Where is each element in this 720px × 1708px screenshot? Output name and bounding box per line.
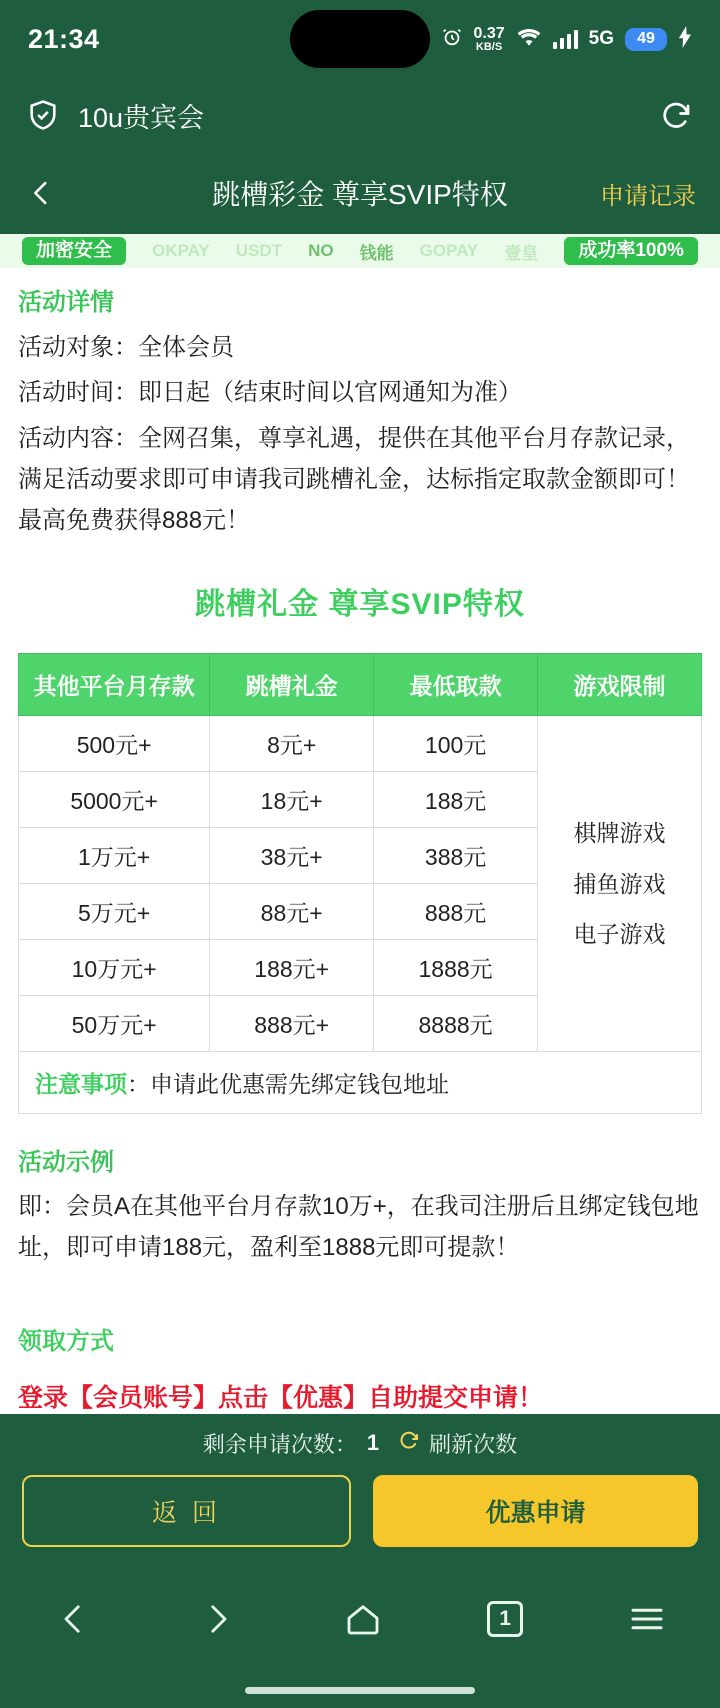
table-header-1: 跳槽礼金 xyxy=(210,654,374,716)
network-speed-value: 0.37 xyxy=(473,24,505,42)
table-header-3: 游戏限制 xyxy=(538,654,702,716)
nav-back-icon[interactable] xyxy=(52,1598,94,1640)
cell-withdraw-1: 188元 xyxy=(374,772,538,828)
example-text: 即：会员A在其他平台月存款10万+，在我司注册后且绑定钱包地址，即可申请188元，盈利至1888元即可提款！ xyxy=(18,1193,699,1262)
nav-tabs-button[interactable] xyxy=(487,1601,523,1637)
details-line-2: 活动内容：全网召集，尊享礼遇，提供在其他平台月存款记录，满足活动要求即可申请我司跳槽礼金，达标指定取款金额即可！最高免费获得888元！ xyxy=(18,424,690,535)
refresh-icon[interactable] xyxy=(658,97,694,133)
gesture-pill xyxy=(245,1687,475,1694)
cell-withdraw-2: 388元 xyxy=(374,828,538,884)
network-speed-unit: KB/S xyxy=(475,40,503,53)
cell-game-limits xyxy=(538,716,702,1052)
banner-right-pill: 成功率100% xyxy=(564,237,698,266)
reward-table xyxy=(18,653,702,1114)
promo-banner-strip xyxy=(0,234,720,268)
app-title: 10u贵宾会 xyxy=(78,102,205,133)
remaining-count: 1 xyxy=(366,1430,380,1456)
status-bar xyxy=(0,0,720,78)
cell-deposit-3: 5万元+ xyxy=(19,884,210,940)
details-line-0: 活动对象：全体会员 xyxy=(18,334,234,361)
table-header-2: 最低取款 xyxy=(374,654,538,716)
page-title: 跳槽彩金 尊享SVIP特权 xyxy=(212,179,508,210)
content-area xyxy=(0,234,720,1414)
signal-bars-icon xyxy=(553,29,578,49)
details-section-title: 活动详情 xyxy=(18,289,114,316)
table-title: 跳槽礼金 尊享SVIP特权 xyxy=(195,588,525,622)
cell-deposit-2: 1万元+ xyxy=(19,828,210,884)
game-limit-1: 捕鱼游戏 xyxy=(573,870,666,897)
cell-deposit-4: 10万元+ xyxy=(19,940,210,996)
shield-check-icon xyxy=(26,98,60,132)
camera-notch xyxy=(290,10,430,68)
table-header-row xyxy=(19,654,702,716)
claim-text: 登录【会员账号】点击【优惠】自助提交申请！ xyxy=(18,1383,544,1412)
alarm-icon xyxy=(441,26,463,53)
table-note-cell xyxy=(19,1052,702,1114)
cell-withdraw-5: 8888元 xyxy=(374,996,538,1052)
banner-word-4: GOPAY xyxy=(419,241,479,260)
action-buttons xyxy=(0,1475,720,1547)
nav-menu-icon[interactable] xyxy=(626,1598,668,1640)
refresh-count-label: 刷新次数 xyxy=(429,1431,518,1457)
table-note-row xyxy=(19,1052,702,1114)
cell-deposit-1: 5000元+ xyxy=(19,772,210,828)
cell-deposit-5: 50万元+ xyxy=(19,996,210,1052)
banner-word-1: USDT xyxy=(235,241,283,260)
cell-withdraw-0: 100元 xyxy=(374,716,538,772)
table-header-0: 其他平台月存款 xyxy=(19,654,210,716)
banner-word-0: OKPAY xyxy=(152,241,210,260)
note-text: ：申请此优惠需先绑定钱包地址 xyxy=(127,1071,449,1098)
example-section-title: 活动示例 xyxy=(18,1149,114,1177)
cell-bonus-4: 188元+ xyxy=(210,940,374,996)
table-row xyxy=(19,716,702,772)
page-header xyxy=(0,152,720,234)
nav-tabs-count: 1 xyxy=(499,1606,511,1630)
game-limit-0: 棋牌游戏 xyxy=(573,819,666,846)
cell-bonus-2: 38元+ xyxy=(210,828,374,884)
claim-section-title: 领取方式 xyxy=(18,1327,114,1355)
banner-left-pill: 加密安全 xyxy=(22,237,126,266)
status-icons xyxy=(441,26,693,53)
chevron-left-icon[interactable] xyxy=(24,176,58,210)
banner-word-2: NO xyxy=(308,241,334,260)
app-bar xyxy=(0,78,720,152)
cell-withdraw-3: 888元 xyxy=(374,884,538,940)
network-speed xyxy=(474,26,505,53)
cell-bonus-0: 8元+ xyxy=(210,716,374,772)
note-label: 注意事项 xyxy=(35,1071,127,1098)
bolt-icon xyxy=(678,26,692,53)
nav-forward-icon[interactable] xyxy=(197,1598,239,1640)
apply-button[interactable]: 优惠申请 xyxy=(373,1475,698,1547)
cell-deposit-0: 500元+ xyxy=(19,716,210,772)
remaining-label: 剩余申请次数： xyxy=(202,1431,357,1457)
battery-level: 49 xyxy=(625,28,667,51)
apply-record-link[interactable]: 申请记录 xyxy=(600,182,696,210)
browser-nav-bar xyxy=(0,1564,720,1674)
back-button[interactable]: 返 回 xyxy=(22,1475,351,1547)
cell-bonus-1: 18元+ xyxy=(210,772,374,828)
nav-home-icon[interactable] xyxy=(342,1598,384,1640)
network-type: 5G xyxy=(588,28,614,49)
wifi-icon xyxy=(516,27,542,52)
gesture-bar xyxy=(0,1674,720,1708)
banner-word-3: 钱能 xyxy=(359,243,394,263)
cell-bonus-3: 88元+ xyxy=(210,884,374,940)
remaining-attempts xyxy=(203,1428,517,1459)
details-line-1: 活动时间：即日起（结束时间以官网通知为准） xyxy=(18,379,522,407)
cell-withdraw-4: 1888元 xyxy=(374,940,538,996)
status-time: 21:34 xyxy=(28,23,100,54)
game-limit-2: 电子游戏 xyxy=(573,921,666,948)
cell-bonus-5: 888元+ xyxy=(210,996,374,1052)
banner-word-5: 壹皇 xyxy=(504,243,539,263)
bottom-action-bar xyxy=(0,1414,720,1564)
refresh-count-icon xyxy=(397,1428,421,1458)
refresh-count-button[interactable] xyxy=(397,1428,517,1459)
